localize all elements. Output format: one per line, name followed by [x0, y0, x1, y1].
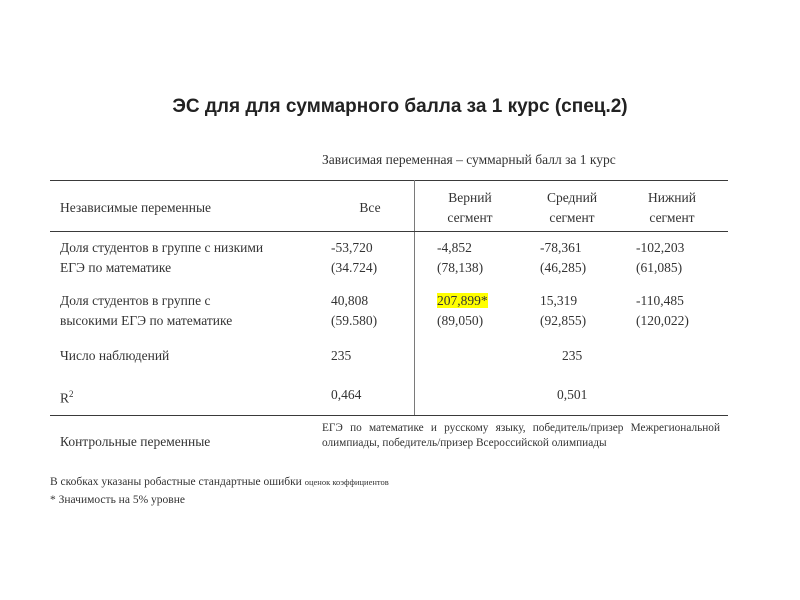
row-low-ege-lower: [636, 238, 684, 278]
note-significance: * Значимость на 5% уровне: [50, 494, 185, 506]
header-lower-line2: сегмент: [649, 210, 695, 225]
r-squared-all: 0,464: [331, 387, 362, 402]
std-error: (59.580): [331, 313, 378, 328]
row-low-ege-label-line1: Доля студентов в группе с низкими: [60, 240, 264, 255]
header-upper-line1: Верний: [448, 190, 492, 205]
significant-coef-highlight: 207,899*: [437, 293, 488, 308]
observations-segments: 235: [562, 348, 583, 363]
row-high-ege-all: [331, 291, 377, 331]
row-high-ege-lower: [636, 291, 689, 331]
r-exponent: 2: [69, 389, 74, 399]
std-error: (92,855): [540, 313, 587, 328]
row-low-ege-all: [331, 238, 377, 278]
std-error: (34.724): [331, 260, 378, 275]
note-standard-errors: [50, 476, 389, 488]
header-lower-segment: [632, 188, 712, 228]
row-high-ege-label-line1: Доля студентов в группе с: [60, 293, 211, 308]
std-error: (61,085): [636, 260, 683, 275]
header-middle-line1: Средний: [546, 190, 598, 205]
controls-description: ЕГЭ по математике и русскому языку, победитель/призер Межрегиональной олимпиады, победитель/призер Всероссийской олимпиады: [322, 422, 720, 449]
std-error: (78,138): [437, 260, 484, 275]
observations-label: Число наблюдений: [60, 348, 170, 363]
controls-label: Контрольные переменные: [60, 434, 211, 449]
header-independent-variables: Независимые переменные: [60, 200, 212, 215]
r-squared-label: [60, 384, 74, 409]
header-upper-segment: [430, 188, 510, 228]
coef: -102,203: [636, 240, 685, 255]
row-high-ege-upper: [437, 291, 488, 331]
note-standard-errors-main: В скобках указаны робастные стандартные ошибки: [50, 476, 302, 488]
row-high-ege-label-line2: высокими ЕГЭ по математике: [60, 313, 233, 328]
header-middle-segment: [532, 188, 612, 228]
coef: -53,720: [331, 240, 373, 255]
note-standard-errors-small: оценок коэффициентов: [304, 477, 389, 487]
r-symbol: R: [60, 390, 70, 406]
coef: -4,852: [437, 240, 472, 255]
coef: 15,319: [540, 293, 578, 308]
header-rule: [50, 231, 728, 232]
slide-title: ЭС для для суммарного балла за 1 курс (спец.2): [172, 96, 628, 117]
coef: 40,808: [331, 293, 369, 308]
row-high-ege-middle: [540, 291, 586, 331]
header-middle-line2: сегмент: [549, 210, 595, 225]
observations-all: 235: [331, 348, 352, 363]
row-low-ege-label: [60, 238, 263, 278]
coef: -78,361: [540, 240, 582, 255]
header-lower-line1: Нижний: [648, 190, 696, 205]
std-error: (89,050): [437, 313, 484, 328]
coef: -110,485: [636, 293, 684, 308]
column-divider: [414, 180, 415, 415]
r-squared-segments: 0,501: [557, 387, 588, 402]
header-upper-line2: сегмент: [447, 210, 493, 225]
row-low-ege-middle: [540, 238, 586, 278]
row-low-ege-upper: [437, 238, 483, 278]
std-error: (46,285): [540, 260, 587, 275]
header-all: Все: [359, 200, 381, 215]
row-high-ege-label: [60, 291, 232, 331]
table-top-rule: [50, 180, 728, 181]
std-error: (120,022): [636, 313, 689, 328]
dependent-variable-caption: Зависимая переменная – суммарный балл за 1 курс: [322, 152, 616, 167]
controls-rule: [50, 415, 728, 416]
row-low-ege-label-line2: ЕГЭ по математике: [60, 260, 172, 275]
